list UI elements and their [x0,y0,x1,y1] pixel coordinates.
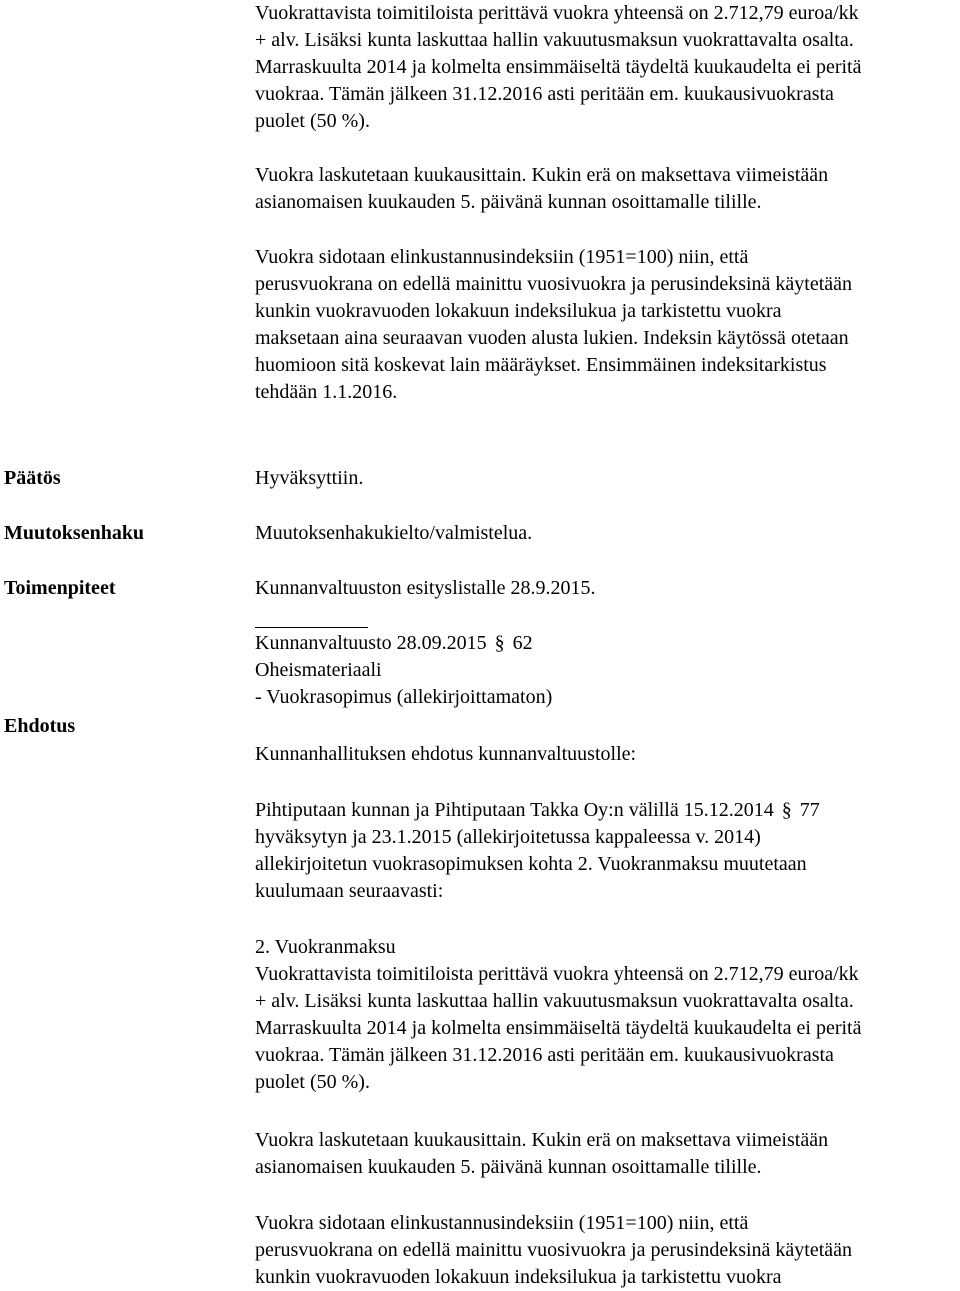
appeal-text: Muutoksenhakukielto/valmistelua. [255,522,533,544]
proposal-billing-line: Vuokra laskutetaan kuukausittain. Kukin erä on maksettava viimeistään [255,1129,829,1151]
intro-rent-line: vuokraa. Tämän jälkeen 31.12.2016 asti peritään em. kuukausivuokrasta [255,83,834,105]
intro-index-line: huomioon sitä koskevat lain määräykset. Ensimmäinen indeksitarkistus [255,354,827,376]
proposal-index-line: perusvuokrana on edellä mainittu vuosivuokra ja perusindeksinä käytetään [255,1239,853,1261]
intro-index-line: Vuokra sidotaan elinkustannusindeksiin (1951=100) niin, että [255,246,749,268]
decision-heading: Päätös [4,467,61,489]
appeal-heading: Muutoksenhaku [4,522,145,544]
attachments-label: Oheismateriaali [255,659,382,681]
intro-rent-line: + alv. Lisäksi kunta laskuttaa hallin vakuutusmaksun vuokrattavalta osalta. [255,29,854,51]
intro-billing-line: asianomaisen kuukauden 5. päivänä kunnan osoittamalle tilille. [255,191,762,213]
intro-billing-line: Vuokra laskutetaan kuukausittain. Kukin erä on maksettava viimeistään [255,164,829,186]
section-number: 77 [799,799,820,821]
proposal-index-line: Vuokra sidotaan elinkustannusindeksiin (1951=100) niin, että [255,1212,749,1234]
amendment-line: hyväksytyn ja 23.1.2015 (allekirjoitetussa kappaleessa v. 2014) [255,826,761,848]
attachment-item: - Vuokrasopimus (allekirjoittamaton) [255,686,553,708]
proposal-rent-line: + alv. Lisäksi kunta laskuttaa hallin vakuutusmaksun vuokrattavalta osalta. [255,990,854,1012]
intro-index-line: kunkin vuokravuoden lokakuun indeksilukua ja tarkistettu vuokra [255,300,782,322]
proposal-intro: Kunnanhallituksen ehdotus kunnanvaltuustolle: [255,743,637,765]
intro-index-line: tehdään 1.1.2016. [255,381,398,403]
proposal-heading: Ehdotus [4,715,76,737]
proposal-rent-line: Vuokrattavista toimitiloista perittävä vuokra yhteensä on 2.712,79 euroa/kk [255,963,859,985]
amendment-line: kuulumaan seuraavasti: [255,880,444,902]
amendment-line [255,797,820,824]
actions-heading: Toimenpiteet [4,577,116,599]
meeting-ref-text: Kunnanvaltuusto 28.09.2015 [255,632,487,654]
amendment-line-text: Pihtiputaan kunnan ja Pihtiputaan Takka Oy:n välillä 15.12.2014 [255,799,774,821]
amendment-line: allekirjoitetun vuokrasopimuksen kohta 2. Vuokranmaksu muutetaan [255,853,807,875]
item-heading: 2. Vuokranmaksu [255,936,396,958]
proposal-billing-line: asianomaisen kuukauden 5. päivänä kunnan osoittamalle tilille. [255,1156,762,1178]
intro-rent-line: puolet (50 %). [255,110,370,132]
proposal-rent-line: Marraskuulta 2014 ja kolmelta ensimmäiseltä täydeltä kuukaudelta ei peritä [255,1017,862,1039]
separator-rule [255,627,368,628]
proposal-rent-line: vuokraa. Tämän jälkeen 31.12.2016 asti peritään em. kuukausivuokrasta [255,1044,834,1066]
intro-rent-line: Vuokrattavista toimitiloista perittävä vuokra yhteensä on 2.712,79 euroa/kk [255,2,859,24]
actions-text: Kunnanvaltuuston esityslistalle 28.9.2015. [255,577,596,599]
intro-rent-line: Marraskuulta 2014 ja kolmelta ensimmäiseltä täydeltä kuukaudelta ei peritä [255,56,862,78]
section-number: 62 [512,632,533,654]
proposal-index-line: kunkin vuokravuoden lokakuun indeksilukua ja tarkistettu vuokra [255,1266,782,1288]
intro-index-line: perusvuokrana on edellä mainittu vuosivuokra ja perusindeksinä käytetään [255,273,853,295]
intro-index-line: maksetaan aina seuraavan vuoden alusta lukien. Indeksin käytössä otetaan [255,327,849,349]
section-symbol: § [781,799,792,821]
decision-text: Hyväksyttiin. [255,467,364,489]
section-symbol: § [494,632,505,654]
proposal-rent-line: puolet (50 %). [255,1071,370,1093]
meeting-reference [255,630,533,657]
